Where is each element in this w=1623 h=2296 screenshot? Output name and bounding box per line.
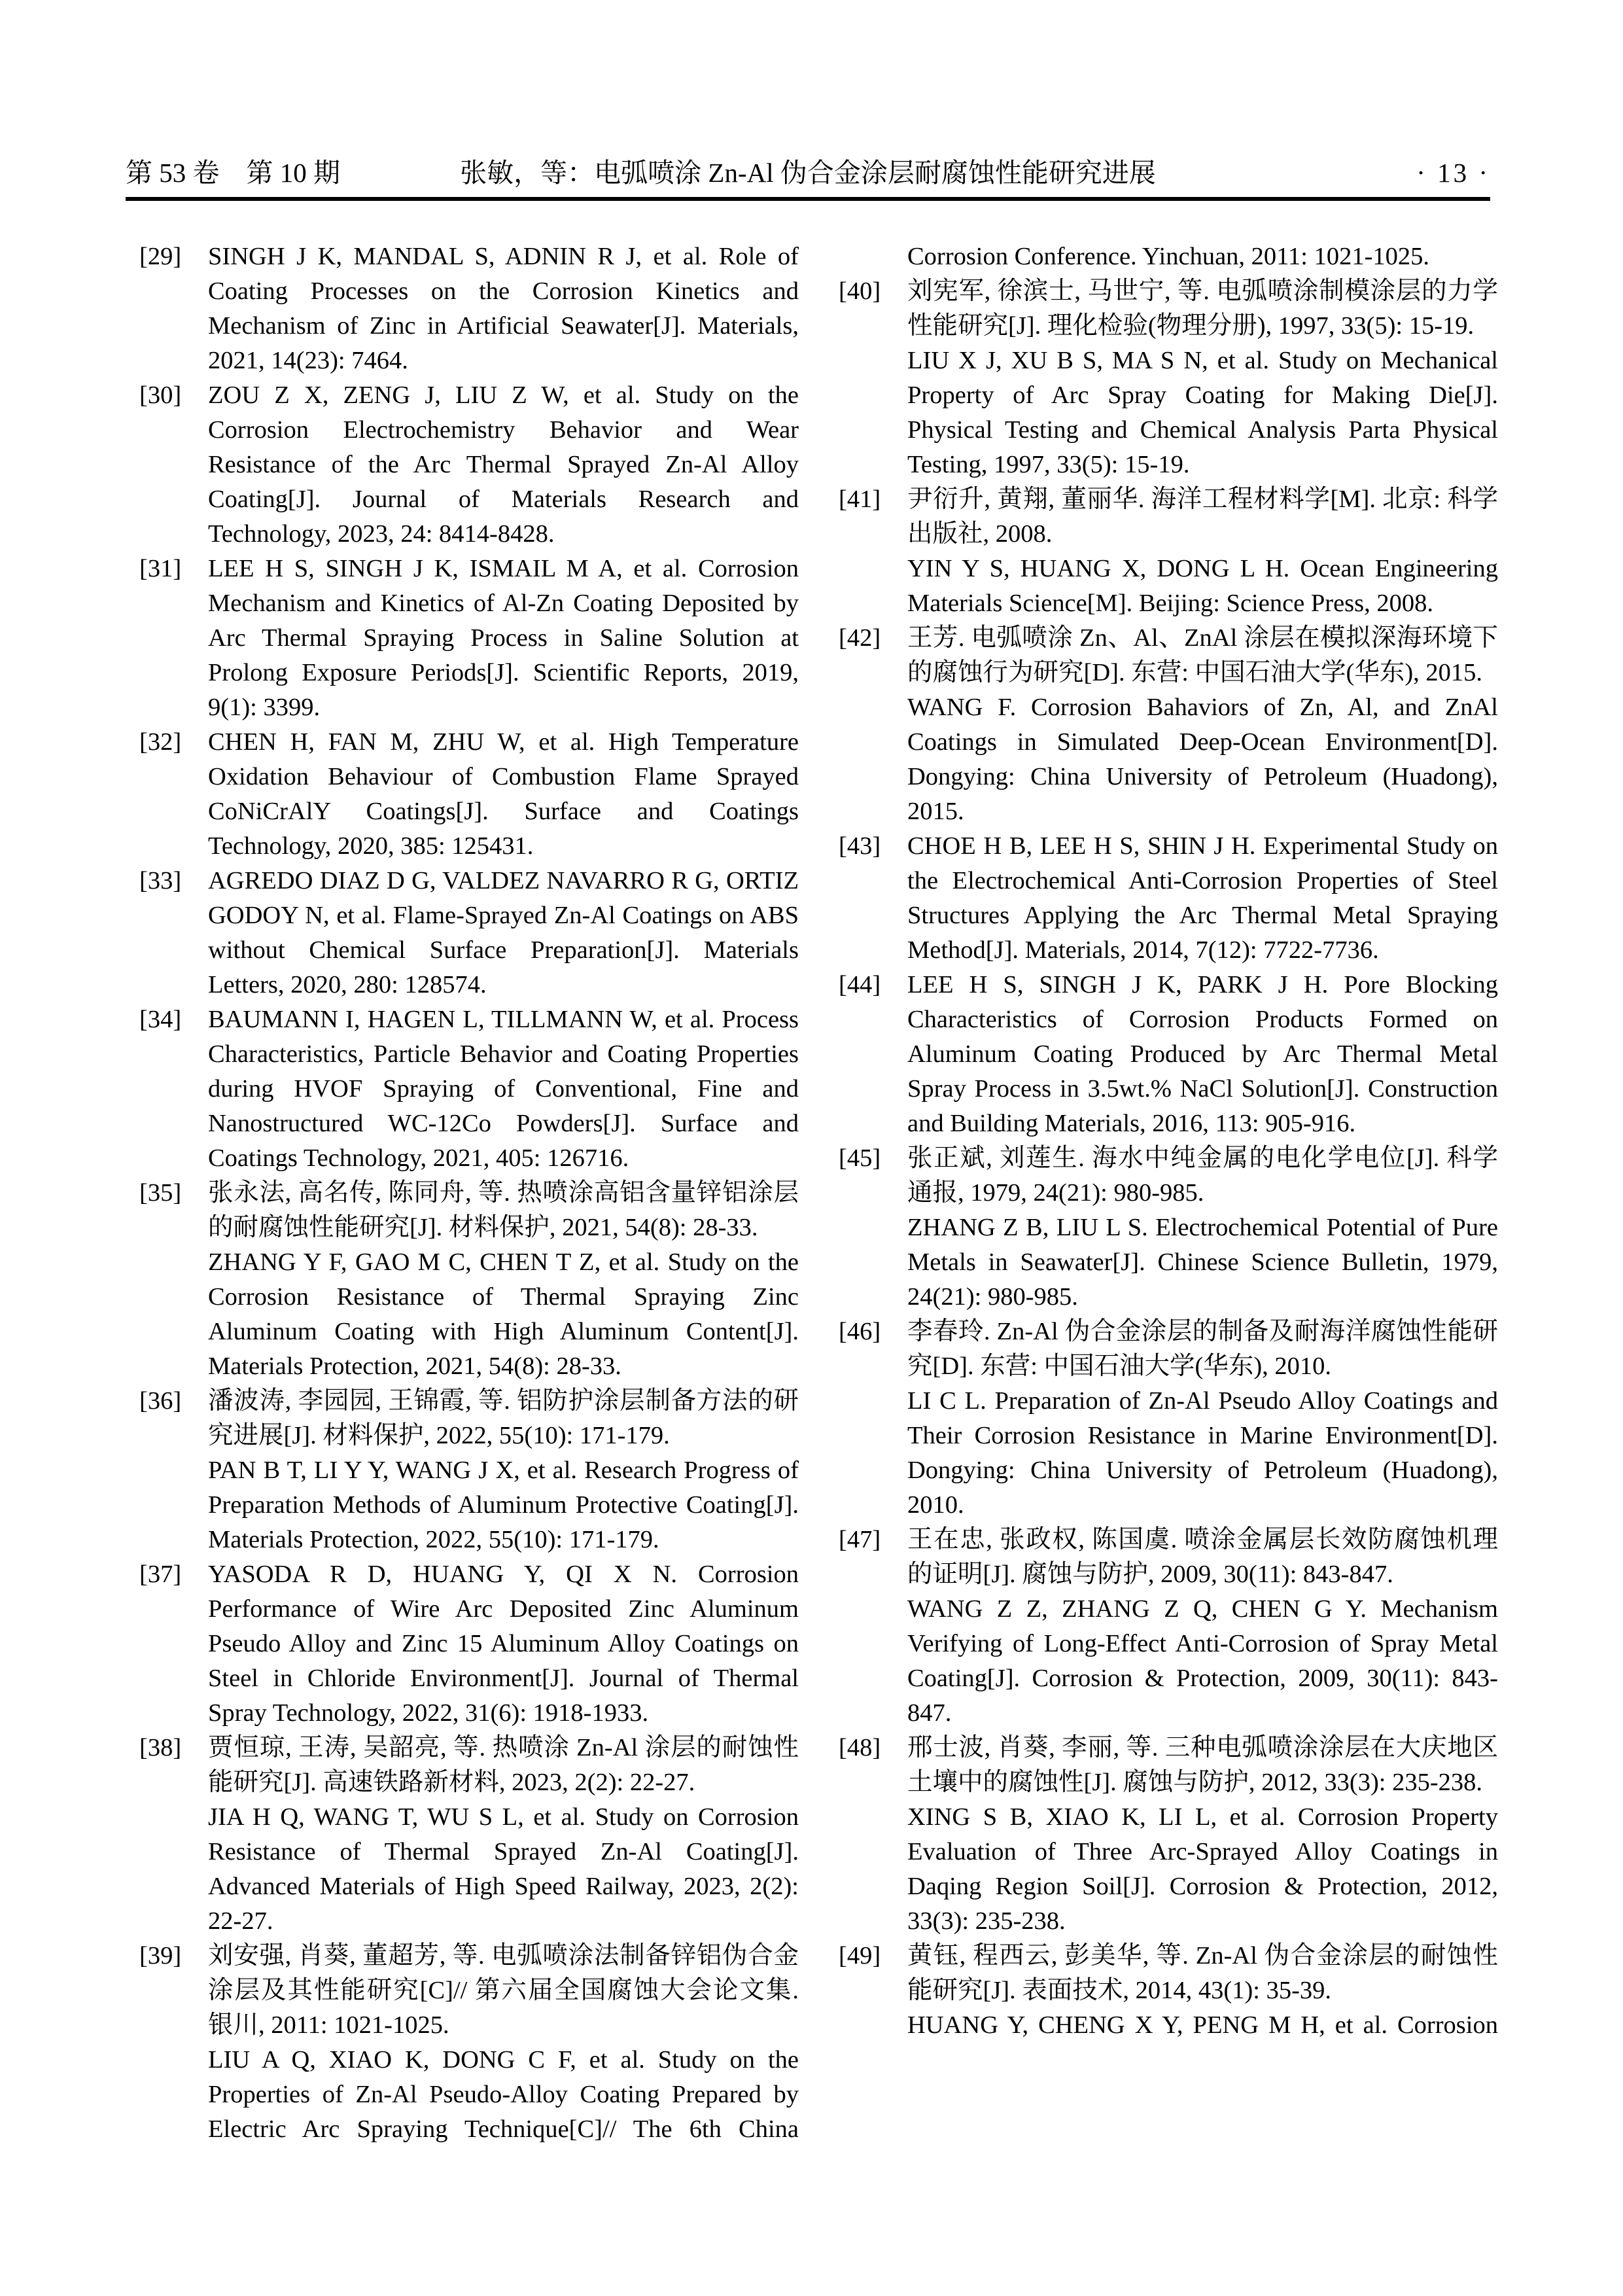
reference-paragraph: 刘宪军, 徐滨士, 马世宁, 等. 电弧喷涂制模涂层的力学性能研究[J]. 理化检验(物理分册), 1997, 33(5): 15-19. bbox=[907, 277, 1498, 340]
reference-paragraph: AGREDO DIAZ D G, VALDEZ NAVARRO R G, ORTIZ GODOY N, et al. Flame-Sprayed Zn-Al Coatings on ABS without Chemical Surface Preparation[J]. Materials Letters, 2020, 280: 128574. bbox=[208, 867, 799, 998]
reference-paragraph: 刘安强, 肖葵, 董超芳, 等. 电弧喷涂法制备锌铝伪合金涂层及其性能研究[C]// 第六届全国腐蚀大会论文集. 银川, 2011: 1021-1025. bbox=[208, 1942, 799, 2039]
reference-number: [45] bbox=[839, 1144, 881, 1172]
reference-item bbox=[139, 1384, 799, 1557]
reference-item bbox=[839, 1939, 1498, 2043]
header-article-title: 张敏，等：电弧喷涂 Zn-Al 伪合金涂层耐腐蚀性能研究进展 bbox=[460, 158, 1156, 188]
reference-number: [32] bbox=[139, 728, 182, 756]
reference-number: [41] bbox=[839, 486, 881, 513]
reference-paragraph: 贾恒琼, 王涛, 吴韶亮, 等. 热喷涂 Zn-Al 涂层的耐蚀性能研究[J]. 高速铁路新材料, 2023, 2(2): 22-27. bbox=[208, 1734, 799, 1796]
reference-paragraph: JIA H Q, WANG T, WU S L, et al. Study on Corrosion Resistance of Thermal Sprayed Zn-Al Coating[J]. Advanced Materials of High Speed Railway, 2023, 2(2): 22-27. bbox=[208, 1803, 799, 1935]
reference-number: [48] bbox=[839, 1734, 881, 1761]
header-page-number: · 13 · bbox=[1416, 158, 1490, 188]
reference-paragraph: 张正斌, 刘莲生. 海水中纯金属的电化学电位[J]. 科学通报, 1979, 24(21): 980-985. bbox=[907, 1144, 1498, 1207]
reference-paragraph: LEE H S, SINGH J K, PARK J H. Pore Blocking Characteristics of Corrosion Products Formed on Aluminum Coating Produced by Arc Thermal Metal Spray Process in 3.5wt.% NaCl Solution[J]. Construction and Building Materials, 2016, 113: 905-916. bbox=[907, 971, 1498, 1137]
reference-item bbox=[839, 1523, 1498, 1731]
reference-number: [44] bbox=[839, 971, 881, 998]
reference-item bbox=[139, 1939, 799, 2147]
reference-item bbox=[139, 1731, 799, 1939]
header-volume-issue: 第 53 卷 第 10 期 bbox=[126, 158, 340, 188]
reference-number: [39] bbox=[139, 1942, 182, 1969]
reference-paragraph: ZHANG Z B, LIU L S. Electrochemical Potential of Pure Metals in Seawater[J]. Chinese Science Bulletin, 1979, 24(21): 980-985. bbox=[907, 1214, 1498, 1311]
reference-paragraph: YASODA R D, HUANG Y, QI X N. Corrosion Performance of Wire Arc Deposited Zinc Aluminum Pseudo Alloy and Zinc 15 Aluminum Alloy Coatings on Steel in Chloride Environment[J]. Journal of Thermal Spray Technology, 2022, 31(6): 1918-1933. bbox=[208, 1561, 799, 1727]
references-column-left bbox=[139, 239, 799, 2147]
references-column-right bbox=[839, 239, 1498, 2043]
reference-number: [46] bbox=[839, 1318, 881, 1345]
reference-number: [35] bbox=[139, 1179, 182, 1207]
reference-item bbox=[139, 1176, 799, 1384]
reference-item bbox=[839, 482, 1498, 621]
reference-item bbox=[839, 621, 1498, 829]
reference-item bbox=[839, 829, 1498, 968]
reference-paragraph: LI C L. Preparation of Zn-Al Pseudo Alloy Coatings and Their Corrosion Resistance in Marine Environment[D]. Dongying: China University of Petroleum (Huadong), 2010. bbox=[907, 1387, 1498, 1519]
reference-paragraph: 王芳. 电弧喷涂 Zn、Al、ZnAl 涂层在模拟深海环境下的腐蚀行为研究[D]. 东营: 中国石油大学(华东), 2015. bbox=[907, 624, 1498, 686]
reference-paragraph: 王在忠, 张政权, 陈国虞. 喷涂金属层长效防腐蚀机理的证明[J]. 腐蚀与防护, 2009, 30(11): 843-847. bbox=[907, 1526, 1498, 1588]
reference-item bbox=[839, 968, 1498, 1141]
reference-paragraph: LEE H S, SINGH J K, ISMAIL M A, et al. Corrosion Mechanism and Kinetics of Al-Zn Coating Deposited by Arc Thermal Spraying Process in Saline Solution at Prolong Exposure Periods[J]. Scientific Reports, 2019, 9(1): 3399. bbox=[208, 555, 799, 721]
reference-paragraph: WANG F. Corrosion Bahaviors of Zn, Al, and ZnAl Coatings in Simulated Deep-Ocean Environment[D]. Dongying: China University of Petroleum (Huadong), 2015. bbox=[907, 694, 1498, 825]
reference-paragraph: ZOU Z X, ZENG J, LIU Z W, et al. Study on the Corrosion Electrochemistry Behavior and Wear Resistance of the Arc Thermal Sprayed Zn-Al Alloy Coating[J]. Journal of Materials Research and Technology, 2023, 24: 8414-8428. bbox=[208, 381, 799, 548]
reference-paragraph: PAN B T, LI Y Y, WANG J X, et al. Research Progress of Preparation Methods of Aluminum Protective Coating[J]. Materials Protection, 2022, 55(10): 171-179. bbox=[208, 1457, 799, 1553]
reference-paragraph: 邢士波, 肖葵, 李丽, 等. 三种电弧喷涂涂层在大庆地区土壤中的腐蚀性[J]. 腐蚀与防护, 2012, 33(3): 235-238. bbox=[907, 1734, 1498, 1796]
reference-number: [49] bbox=[839, 1942, 881, 1969]
reference-item bbox=[839, 1731, 1498, 1939]
reference-item bbox=[139, 552, 799, 725]
reference-paragraph: 张永法, 高名传, 陈同舟, 等. 热喷涂高铝含量锌铝涂层的耐腐蚀性能研究[J]. 材料保护, 2021, 54(8): 28-33. bbox=[208, 1179, 799, 1241]
reference-number: [34] bbox=[139, 1006, 182, 1033]
reference-paragraph: ZHANG Y F, GAO M C, CHEN T Z, et al. Study on the Corrosion Resistance of Thermal Spraying Zinc Aluminum Coating with High Aluminum Content[J]. Materials Protection, 2021, 54(8): 28-33. bbox=[208, 1248, 799, 1380]
reference-paragraph: LIU X J, XU B S, MA S N, et al. Study on Mechanical Property of Arc Spray Coating for Making Die[J]. Physical Testing and Chemical Analysis Parta Physical Testing, 1997, 33(5): 15-19. bbox=[907, 347, 1498, 478]
reference-paragraph: YIN Y S, HUANG X, DONG L H. Ocean Engineering Materials Science[M]. Beijing: Science Press, 2008. bbox=[907, 555, 1498, 617]
reference-paragraph: CHEN H, FAN M, ZHU W, et al. High Temperature Oxidation Behaviour of Combustion Flame Sprayed CoNiCrAlY Coatings[J]. Surface and Coatings Technology, 2020, 385: 125431. bbox=[208, 728, 799, 860]
reference-item bbox=[139, 864, 799, 1002]
reference-number: [33] bbox=[139, 867, 182, 894]
running-header bbox=[126, 154, 1490, 191]
reference-number: [30] bbox=[139, 381, 182, 409]
reference-paragraph: 尹衍升, 黄翔, 董丽华. 海洋工程材料学[M]. 北京: 科学出版社, 2008. bbox=[907, 486, 1498, 548]
reference-item bbox=[139, 725, 799, 864]
reference-item bbox=[839, 1141, 1498, 1315]
reference-item bbox=[139, 378, 799, 552]
reference-number: [31] bbox=[139, 555, 182, 582]
reference-paragraph: 李春玲. Zn-Al 伪合金涂层的制备及耐海洋腐蚀性能研究[D]. 东营: 中国石油大学(华东), 2010. bbox=[907, 1318, 1498, 1380]
reference-paragraph: LIU A Q, XIAO K, DONG C F, et al. Study on the Properties of Zn-Al Pseudo-Alloy Coating Prepared by Electric Arc Spraying Technique[C]// The 6th China bbox=[208, 2046, 799, 2143]
reference-item bbox=[839, 1315, 1498, 1523]
reference-item bbox=[839, 274, 1498, 482]
reference-number: [42] bbox=[839, 624, 881, 652]
reference-number: [37] bbox=[139, 1561, 182, 1588]
reference-number: [47] bbox=[839, 1526, 881, 1553]
reference-number: [38] bbox=[139, 1734, 182, 1761]
reference-paragraph: HUANG Y, CHENG X Y, PENG M H, et al. Corrosion bbox=[907, 2011, 1498, 2039]
reference-paragraph: XING S B, XIAO K, LI L, et al. Corrosion Property Evaluation of Three Arc-Sprayed Alloy Coatings in Daqing Region Soil[J]. Corrosion & Protection, 2012, 33(3): 235-238. bbox=[907, 1803, 1498, 1935]
reference-paragraph: 黄钰, 程西云, 彭美华, 等. Zn-Al 伪合金涂层的耐蚀性能研究[J]. 表面技术, 2014, 43(1): 35-39. bbox=[907, 1942, 1498, 2004]
reference-paragraph: WANG Z Z, ZHANG Z Q, CHEN G Y. Mechanism Verifying of Long-Effect Anti-Corrosion of Spray Metal Coating[J]. Corrosion & Protection, 2009, 30(11): 843-847. bbox=[907, 1595, 1498, 1727]
reference-item bbox=[139, 239, 799, 378]
reference-paragraph: CHOE H B, LEE H S, SHIN J H. Experimental Study on the Electrochemical Anti-Corrosion Properties of Steel Structures Applying the Arc Thermal Metal Spraying Method[J]. Materials, 2014, 7(12): 7722-7736. bbox=[907, 832, 1498, 964]
reference-number: [40] bbox=[839, 277, 881, 305]
reference-number: [43] bbox=[839, 832, 881, 860]
header-rule bbox=[126, 197, 1490, 201]
reference-paragraph: Corrosion Conference. Yinchuan, 2011: 1021-1025. bbox=[907, 243, 1430, 270]
reference-paragraph: SINGH J K, MANDAL S, ADNIN R J, et al. Role of Coating Processes on the Corrosion Kinetics and Mechanism of Zinc in Artificial Seawater[J]. Materials, 2021, 14(23): 7464. bbox=[208, 243, 799, 374]
reference-paragraph: 潘波涛, 李园园, 王锦霞, 等. 铝防护涂层制备方法的研究进展[J]. 材料保护, 2022, 55(10): 171-179. bbox=[208, 1387, 799, 1449]
reference-number: [36] bbox=[139, 1387, 182, 1415]
reference-paragraph: BAUMANN I, HAGEN L, TILLMANN W, et al. Process Characteristics, Particle Behavior and Coating Properties during HVOF Spraying of Conventional, Fine and Nanostructured WC-12Co Powders[J]. Surface and Coatings Technology, 2021, 405: 126716. bbox=[208, 1006, 799, 1172]
reference-item bbox=[139, 1002, 799, 1176]
reference-item bbox=[139, 1557, 799, 1731]
reference-number: [29] bbox=[139, 243, 182, 270]
reference-item bbox=[839, 239, 1498, 274]
